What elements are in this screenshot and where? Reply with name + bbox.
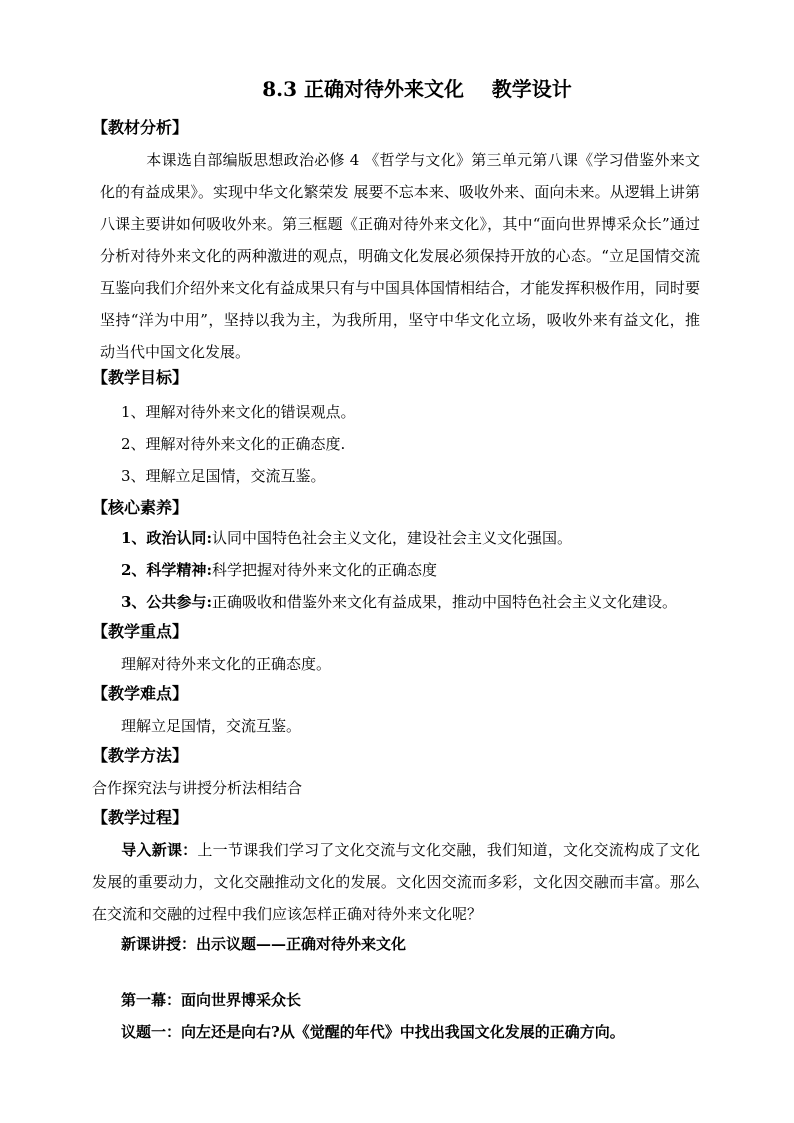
intro-paragraph	[92, 834, 700, 930]
act-one-heading: 第一幕：面向世界博采众长	[121, 991, 302, 1009]
new-lesson-line: 新课讲授：出示议题——正确对待外来文化	[121, 935, 407, 953]
literacy-item	[121, 592, 677, 612]
literacy-label: 1、政治认同:	[121, 529, 212, 547]
analysis-text: 本课选自部编版思想政治必修 4 《哲学与文化》第三单元第八课《学习借鉴外来文化的有益成果》。实现中华文化繁荣发 展要不忘本来、吸收外来、面向未来。从逻辑上讲第八课主要讲如何吸收外来。第三框题《正确对待外来文化》，其中“面向世界博采众长”通过分析对待外来文化的两种激进的观点，明确文化发展必须保持开放的心态。“立足国情交流互鉴向我们介绍外来文化有益成果只有与中国具体国情相结合，才能发挥积极作用，同时要坚持“洋为中用”，坚持以我为主，为我所用，坚守中华文化立场，吸收外来有益文化，推动当代中国文化发展。	[100, 151, 701, 361]
literacy-item	[121, 560, 437, 580]
literacy-label: 3、公共参与:	[121, 593, 212, 611]
difficulty-text: 理解立足国情，交流互鉴。	[121, 717, 302, 735]
section-heading-method: 【教学方法】	[92, 746, 189, 765]
intro-label: 导入新课：	[121, 841, 198, 859]
section-heading-process: 【教学过程】	[92, 808, 189, 827]
goal-item: 1、理解对待外来文化的错误观点。	[121, 403, 356, 421]
section-heading-key-point: 【教学重点】	[92, 622, 189, 641]
literacy-text: 科学把握对待外来文化的正确态度	[211, 561, 437, 579]
literacy-item	[121, 528, 572, 548]
topic-one-line: 议题一：向左还是向右?从《觉醒的年代》中找出我国文化发展的正确方向。	[121, 1023, 625, 1041]
goal-item: 2、理解对待外来文化的正确态度.	[121, 435, 346, 453]
method-text: 合作探究法与讲授分析法相结合	[92, 779, 303, 797]
literacy-text: 正确吸收和借鉴外来文化有益成果，推动中国特色社会主义文化建设。	[211, 593, 677, 611]
section-heading-analysis: 【教材分析】	[92, 118, 189, 137]
intro-text: 上一节课我们学习了文化交流与文化交融，我们知道，文化交流构成了文化发展的重要动力，文化交融推动文化的发展。文化因交流而多彩，文化因交融而丰富。那么在交流和交融的过程中我们应该怎样正确对待外来文化呢？	[92, 841, 700, 923]
goal-item: 3、理解立足国情，交流互鉴。	[121, 467, 326, 485]
literacy-label: 2、科学精神:	[121, 561, 212, 579]
section-heading-difficulty: 【教学难点】	[92, 684, 189, 703]
analysis-paragraph	[100, 144, 700, 368]
section-heading-goals: 【教学目标】	[92, 368, 189, 387]
key-point-text: 理解对待外来文化的正确态度。	[121, 655, 332, 673]
section-heading-literacy: 【核心素养】	[92, 498, 189, 517]
document-title: 8.3 正确对待外来文化 教学设计	[262, 77, 572, 101]
literacy-text: 认同中国特色社会主义文化，建设社会主义文化强国。	[211, 529, 572, 547]
